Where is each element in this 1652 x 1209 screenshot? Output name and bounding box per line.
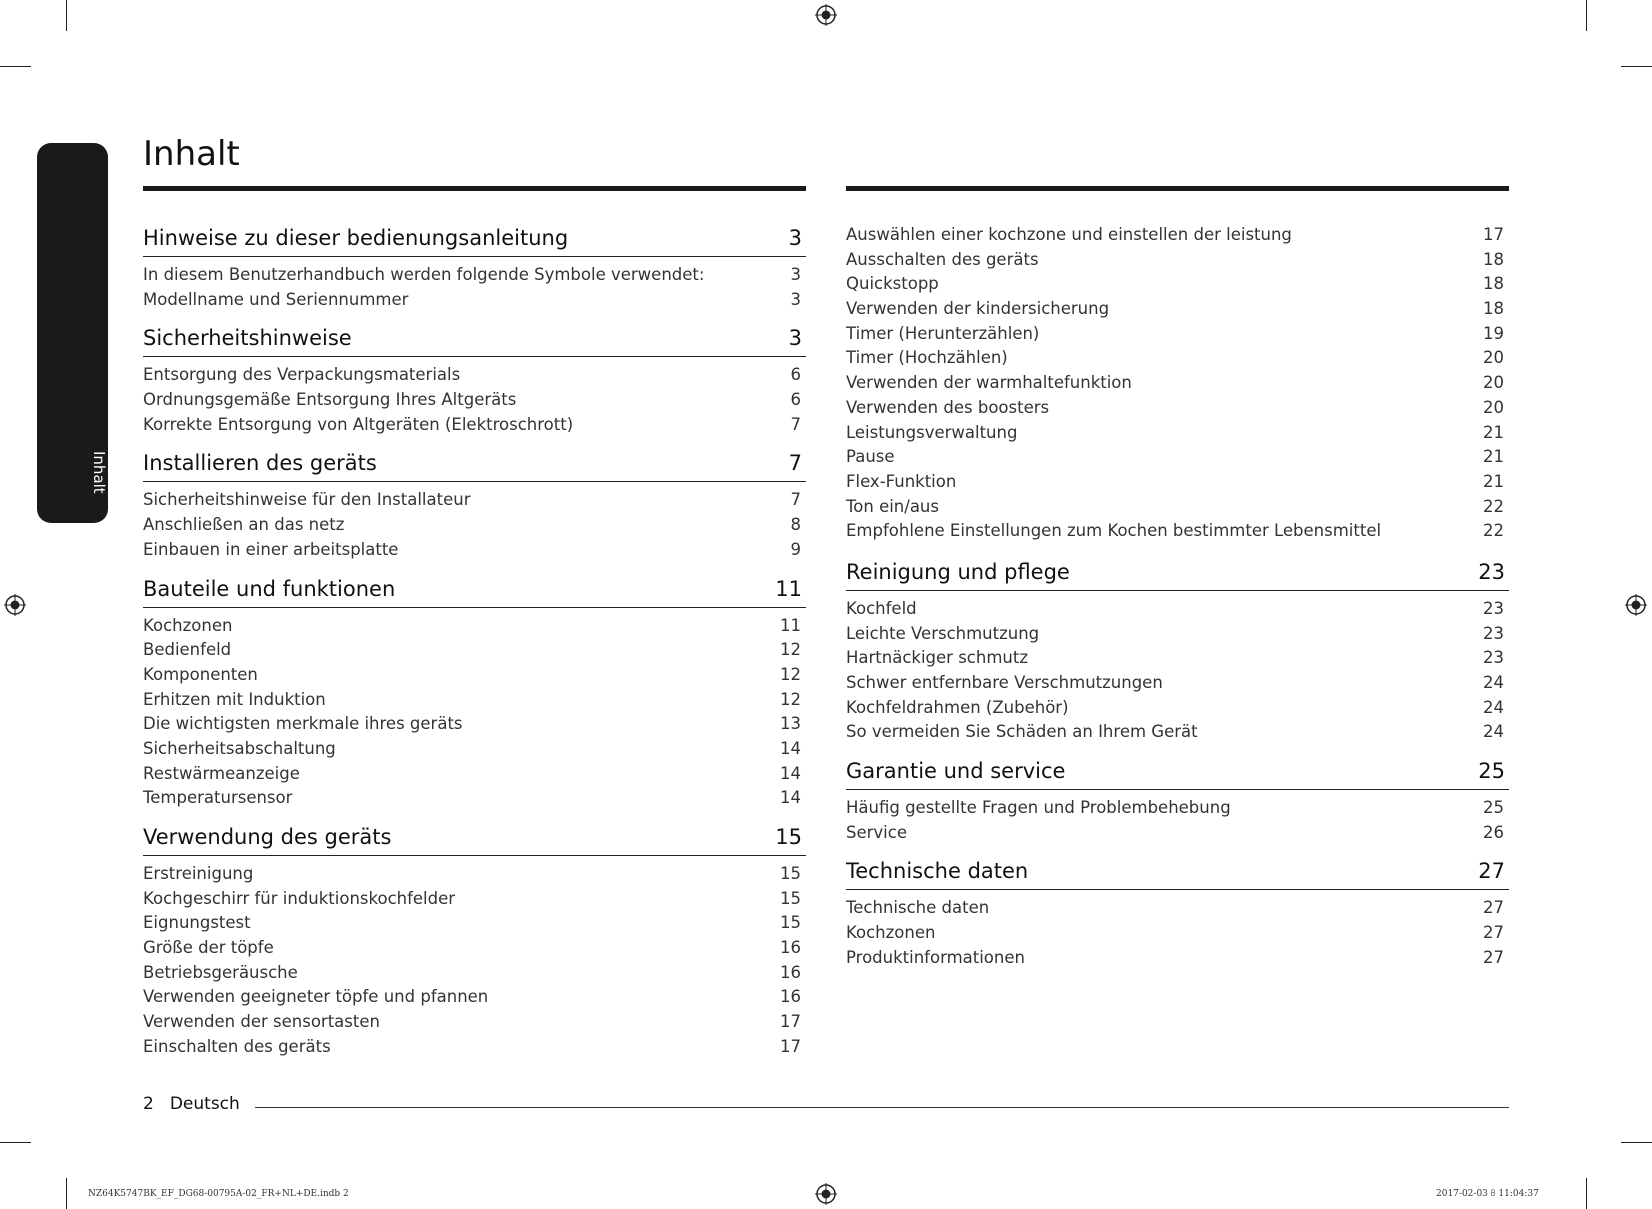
toc-entry-label: Timer (Hochzählen) — [846, 348, 1008, 368]
toc-entry — [846, 671, 1509, 696]
toc-entry — [846, 371, 1509, 396]
toc-entry-page: 13 — [780, 714, 801, 734]
toc-entry — [143, 363, 806, 388]
toc-section-page: 11 — [775, 576, 802, 601]
toc-section-title: Bauteile und funktionen — [143, 576, 396, 601]
toc-section-heading — [143, 825, 806, 856]
toc-entry-page: 20 — [1483, 348, 1504, 368]
toc-entry-label: Empfohlene Einstellungen zum Kochen bestimmter Lebensmittel — [846, 521, 1382, 541]
toc-entry-label: Verwenden der sensortasten — [143, 1012, 380, 1032]
toc-entry-label: Temperatursensor — [143, 788, 293, 808]
toc-entry-page: 24 — [1483, 722, 1504, 742]
toc-entry-page: 15 — [780, 913, 801, 933]
toc-section-title: Technische daten — [846, 859, 1029, 884]
crop-mark — [66, 0, 67, 31]
toc-section-heading — [143, 451, 806, 482]
toc-entry — [143, 862, 806, 887]
toc-section-page: 7 — [788, 451, 802, 476]
toc-entry — [143, 961, 806, 986]
registration-mark-icon — [4, 594, 26, 616]
print-slug-file: NZ64K5747BK_EF_DG68-00795A-02_FR+NL+DE.indb 2 — [88, 1189, 349, 1199]
toc-section-title: Garantie und service — [846, 759, 1066, 784]
toc-entry-page: 3 — [790, 265, 801, 284]
toc-entry — [846, 896, 1509, 921]
toc-entry — [143, 1010, 806, 1035]
toc-entry — [143, 263, 806, 288]
toc-section-page: 3 — [788, 226, 802, 250]
toc-entry-page: 8 — [790, 515, 801, 535]
toc-entry — [143, 786, 806, 811]
toc-section — [846, 759, 1509, 845]
toc-section-title: Installieren des geräts — [143, 451, 377, 476]
toc-section — [143, 451, 806, 562]
toc-entry-page: 27 — [1483, 898, 1504, 918]
crop-mark — [0, 66, 31, 67]
title-rule-right — [846, 186, 1509, 191]
footer-page-number: 2 — [143, 1094, 154, 1114]
toc-entry — [143, 663, 806, 688]
toc-entry-label: Komponenten — [143, 664, 258, 684]
registration-mark-icon — [1625, 594, 1647, 616]
toc-section-page: 3 — [788, 326, 802, 351]
toc-entry — [143, 887, 806, 912]
toc-entry — [143, 288, 806, 313]
toc-entry — [846, 796, 1509, 821]
toc-entry-page: 23 — [1483, 648, 1504, 668]
toc-entry — [846, 421, 1509, 446]
toc-entry-page: 27 — [1483, 947, 1504, 967]
toc-entry-page: 21 — [1483, 471, 1504, 491]
toc-entry-label: Ordnungsgemäße Entsorgung Ihres Altgeräts — [143, 390, 517, 410]
crop-mark — [66, 1178, 67, 1209]
toc-entry — [143, 388, 806, 413]
toc-continued-entries — [846, 223, 1509, 544]
toc-entry-label: Produktinformationen — [846, 947, 1025, 967]
page-title: Inhalt — [143, 134, 240, 174]
toc-entry-label: Leichte Verschmutzung — [846, 623, 1040, 643]
toc-entry — [143, 513, 806, 538]
toc-entry — [846, 597, 1509, 622]
registration-mark-icon — [815, 1183, 837, 1205]
toc-section-title: Verwendung des geräts — [143, 825, 392, 849]
toc-entry-page: 14 — [780, 763, 801, 783]
toc-entry-page: 21 — [1483, 422, 1504, 442]
toc-entry — [143, 936, 806, 961]
toc-entry-label: Größe der töpfe — [143, 938, 274, 958]
toc-entry-page: 26 — [1483, 822, 1504, 842]
toc-entry-page: 20 — [1483, 373, 1504, 393]
toc-entry-label: Leistungsverwaltung — [846, 422, 1018, 442]
crop-mark — [1586, 1178, 1587, 1209]
toc-entry-label: In diesem Benutzerhandbuch werden folgende Symbole verwendet: — [143, 265, 705, 284]
toc-entry-page: 23 — [1483, 623, 1504, 643]
toc-entry — [846, 223, 1509, 248]
registration-mark-icon — [815, 4, 837, 26]
toc-entry-page: 18 — [1483, 249, 1504, 269]
toc-section-heading — [846, 859, 1509, 890]
toc-entry-label: Verwenden geeigneter töpfe und pfannen — [143, 987, 489, 1007]
toc-entry-page: 23 — [1483, 598, 1504, 618]
toc-section-title: Reinigung und pflege — [846, 559, 1070, 584]
toc-entry — [143, 762, 806, 787]
toc-section-page: 23 — [1478, 559, 1505, 584]
toc-entry-page: 18 — [1483, 274, 1504, 294]
toc-entry — [143, 1035, 806, 1060]
toc-entry — [846, 646, 1509, 671]
print-slug-date: 2017-02-03 ꕗ 11:04:37 — [1436, 1189, 1539, 1199]
toc-entry-page: 15 — [780, 864, 801, 883]
toc-section-heading — [143, 577, 806, 608]
toc-entry-label: Eignungstest — [143, 913, 251, 933]
crop-mark — [1621, 66, 1652, 67]
toc-entry — [846, 297, 1509, 322]
toc-section-heading — [846, 759, 1509, 790]
toc-entry-page: 22 — [1483, 521, 1504, 541]
toc-entry-label: Hartnäckiger schmutz — [846, 648, 1028, 668]
toc-entry-label: Restwärmeanzeige — [143, 763, 300, 783]
toc-entry-label: Service — [846, 822, 907, 842]
toc-entry — [846, 346, 1509, 371]
toc-entry — [143, 712, 806, 737]
toc-section — [143, 577, 806, 812]
toc-entry — [846, 946, 1509, 971]
toc-entry-label: Kochfeld — [846, 598, 917, 618]
toc-entry — [143, 688, 806, 713]
toc-entry — [846, 322, 1509, 347]
toc-entry-page: 15 — [780, 888, 801, 908]
toc-entry-label: Einschalten des geräts — [143, 1036, 331, 1056]
toc-entry-page: 6 — [790, 365, 801, 385]
toc-entry-page: 16 — [780, 962, 801, 982]
toc-section — [846, 859, 1509, 970]
toc-entry-label: Kochzonen — [846, 923, 936, 943]
toc-entry — [143, 911, 806, 936]
toc-entry — [846, 519, 1509, 544]
toc-entry-page: 12 — [780, 664, 801, 684]
toc-entry-label: Einbauen in einer arbeitsplatte — [143, 539, 399, 559]
toc-entry — [143, 737, 806, 762]
toc-entry-page: 12 — [780, 689, 801, 709]
side-tab-label: Inhalt — [90, 451, 108, 494]
toc-entry-label: Sicherheitshinweise für den Installateur — [143, 490, 471, 510]
toc-entry — [143, 614, 806, 639]
toc-entry-label: Technische daten — [846, 898, 990, 918]
toc-entry-label: Pause — [846, 447, 895, 467]
toc-entry-page: 25 — [1483, 798, 1504, 818]
toc-entry-label: Erhitzen mit Induktion — [143, 689, 326, 709]
toc-entry — [846, 445, 1509, 470]
toc-entry — [143, 488, 806, 513]
toc-entry-label: Verwenden des boosters — [846, 397, 1050, 417]
toc-entry-label: Entsorgung des Verpackungsmaterials — [143, 365, 461, 385]
toc-entry — [846, 720, 1509, 745]
toc-entry-page: 16 — [780, 938, 801, 958]
toc-section-page: 15 — [775, 825, 802, 849]
toc-entry-page: 7 — [790, 490, 801, 510]
crop-mark — [1586, 0, 1587, 31]
toc-entry-page: 27 — [1483, 923, 1504, 943]
toc-section-heading — [143, 326, 806, 357]
toc-entry-page: 6 — [790, 390, 801, 410]
toc-entry-page: 24 — [1483, 697, 1504, 717]
toc-entry — [846, 495, 1509, 520]
toc-entry — [143, 538, 806, 563]
crop-mark — [0, 1142, 31, 1143]
toc-entry-page: 12 — [780, 640, 801, 660]
toc-entry-label: Modellname und Seriennummer — [143, 289, 409, 309]
toc-entry-page: 17 — [1483, 225, 1504, 244]
toc-section-title: Hinweise zu dieser bedienungsanleitung — [143, 226, 569, 250]
toc-entry-page: 3 — [790, 289, 801, 309]
page-footer — [143, 1094, 240, 1114]
toc-entry-label: Kochfeldrahmen (Zubehör) — [846, 697, 1069, 717]
toc-entry — [143, 985, 806, 1010]
toc-section — [143, 825, 806, 1060]
toc-entry — [846, 696, 1509, 721]
toc-entry-page: 14 — [780, 788, 801, 808]
footer-rule — [255, 1107, 1509, 1108]
toc-section — [143, 226, 806, 312]
toc-section — [846, 560, 1509, 745]
toc-entry-label: Auswählen einer kochzone und einstellen der leistung — [846, 225, 1292, 244]
toc-entry — [846, 921, 1509, 946]
footer-language: Deutsch — [169, 1094, 240, 1114]
toc-entry — [846, 248, 1509, 273]
toc-entry — [846, 396, 1509, 421]
title-rule-left — [143, 186, 806, 191]
toc-entry-label: Die wichtigsten merkmale ihres geräts — [143, 714, 463, 734]
toc-entry-label: Betriebsgeräusche — [143, 962, 298, 982]
toc-entry-label: Timer (Herunterzählen) — [846, 323, 1040, 343]
toc-entry-page: 9 — [790, 539, 801, 559]
toc-entry-label: Ton ein/aus — [846, 496, 939, 516]
toc-entry-label: Häufig gestellte Fragen und Problembehebung — [846, 798, 1231, 818]
toc-entry-page: 16 — [780, 987, 801, 1007]
toc-entry-label: Korrekte Entsorgung von Altgeräten (Elektroschrott) — [143, 414, 574, 434]
crop-mark — [1621, 1142, 1652, 1143]
toc-section-page: 27 — [1478, 859, 1505, 884]
toc-right-column — [846, 223, 1509, 985]
toc-entry — [143, 413, 806, 438]
toc-section — [143, 326, 806, 437]
toc-section-heading — [846, 560, 1509, 591]
toc-entry-label: Ausschalten des geräts — [846, 249, 1039, 269]
toc-entry-label: Bedienfeld — [143, 640, 232, 660]
toc-left-column — [143, 226, 806, 1074]
toc-entry-label: Flex-Funktion — [846, 471, 957, 491]
toc-entry-label: Verwenden der kindersicherung — [846, 299, 1110, 319]
toc-entry-page: 20 — [1483, 397, 1504, 417]
toc-entry-page: 11 — [780, 615, 801, 635]
toc-entry-page: 24 — [1483, 673, 1504, 692]
toc-section-page: 25 — [1478, 759, 1505, 784]
toc-entry-label: So vermeiden Sie Schäden an Ihrem Gerät — [846, 722, 1198, 742]
toc-entry-label: Quickstopp — [846, 274, 939, 294]
toc-entry-label: Sicherheitsabschaltung — [143, 738, 336, 758]
toc-entry-page: 19 — [1483, 323, 1504, 343]
toc-entry-label: Verwenden der warmhaltefunktion — [846, 373, 1132, 393]
toc-entry-label: Kochgeschirr für induktionskochfelder — [143, 888, 456, 908]
toc-entry-page: 22 — [1483, 496, 1504, 516]
toc-entry — [846, 622, 1509, 647]
toc-entry-page: 18 — [1483, 299, 1504, 319]
toc-entry-page: 21 — [1483, 447, 1504, 467]
toc-entry — [846, 470, 1509, 495]
toc-entry-label: Schwer entfernbare Verschmutzungen — [846, 673, 1163, 692]
toc-entry-page: 14 — [780, 738, 801, 758]
toc-entry-page: 17 — [780, 1012, 801, 1032]
toc-section-title: Sicherheitshinweise — [143, 326, 352, 351]
toc-entry-label: Anschließen an das netz — [143, 515, 345, 535]
toc-entry — [846, 821, 1509, 846]
side-tab — [37, 143, 108, 523]
toc-section-heading — [143, 226, 806, 257]
toc-entry-page: 17 — [780, 1036, 801, 1056]
toc-entry-label: Erstreinigung — [143, 864, 254, 883]
toc-entry-label: Kochzonen — [143, 615, 233, 635]
toc-entry-page: 7 — [790, 414, 801, 434]
toc-entry — [143, 638, 806, 663]
toc-entry — [846, 272, 1509, 297]
